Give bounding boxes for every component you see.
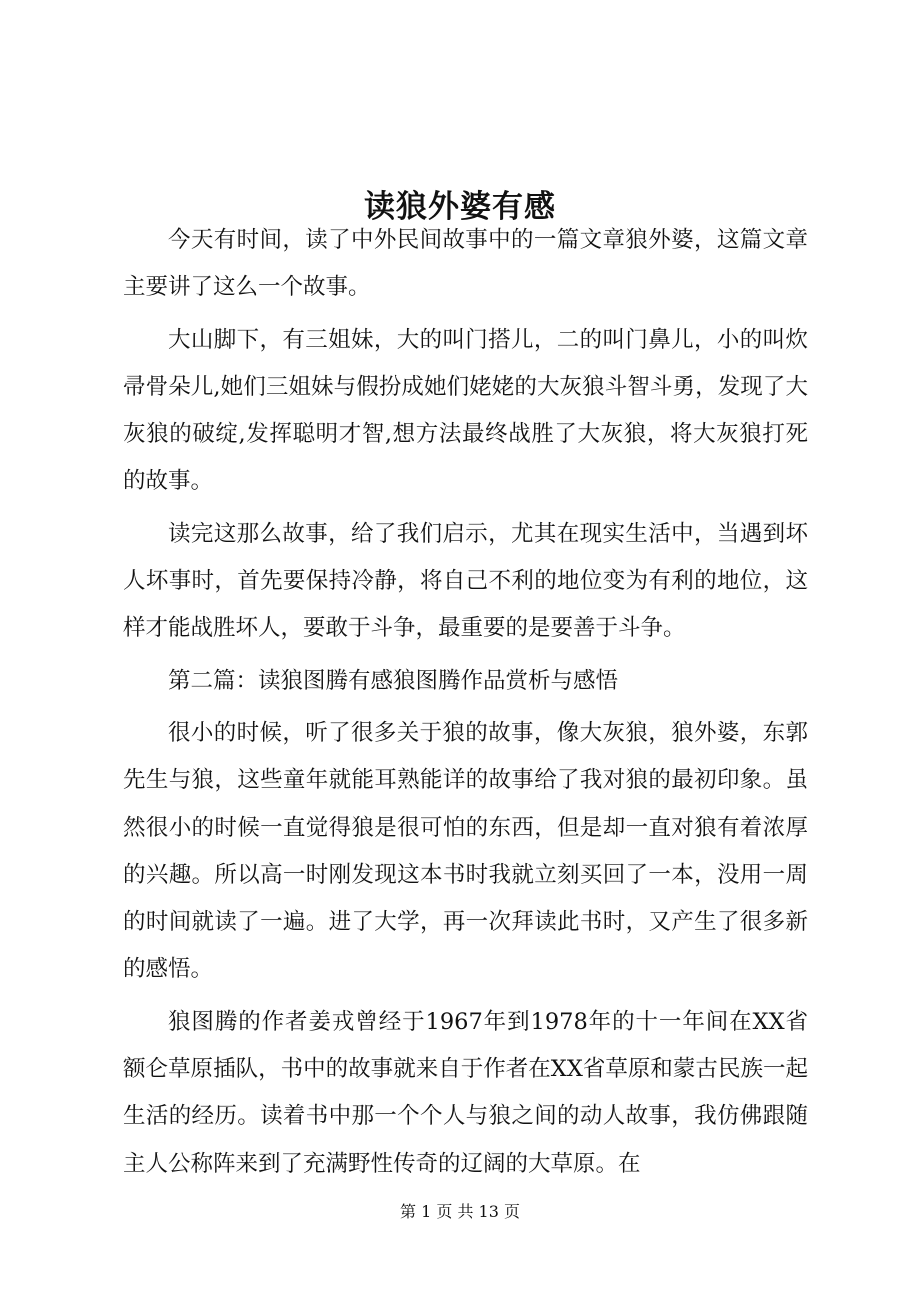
- paragraph-5: 狼图腾的作者姜戎曾经于1967年到1978年的十一年间在XX省额仑草原插队，书中的故事就来自于作者在XX省草原和蒙古民族一起生活的经历。读着书中那一个个人与狼之间的动人故事，我仿佛跟随主人公称阵来到了充满野性传奇的辽阔的大草原。在: [123, 1008, 808, 1177]
- document-body: [123, 217, 808, 1188]
- document-title: 读狼外婆有感: [364, 188, 556, 225]
- paragraph-1: 今天有时间，读了中外民间故事中的一篇文章狼外婆，这篇文章主要讲了这么一个故事。: [123, 227, 808, 301]
- paragraph-4: 很小的时候，听了很多关于狼的故事，像大灰狼，狼外婆，东郭先生与狼，这些童年就能耳熟能详的故事给了我对狼的最初印象。虽然很小的时候一直觉得狼是很可怕的东西，但是却一直对狼有着浓厚的兴趣。所以高一时刚发现这本书时我就立刻买回了一本，没用一周的时间就读了一遍。进了大学，再一次拜读此书时，又产生了很多新的感悟。: [123, 719, 808, 983]
- paragraph-2: 大山脚下，有三姐妹，大的叫门搭儿，二的叫门鼻儿，小的叫炊帚骨朵儿,她们三姐妹与假扮成她们姥姥的大灰狼斗智斗勇，发现了大灰狼的破绽,发挥聪明才智,想方法最终战胜了大灰狼，将大灰狼打死的故事。: [123, 326, 808, 495]
- paragraph-3: 读完这那么故事，给了我们启示，尤其在现实生活中，当遇到坏人坏事时，首先要保持冷静，将自己不利的地位变为有利的地位，这样才能战胜坏人，要敢于斗争，最重要的是要善于斗争。: [123, 520, 808, 642]
- page-indicator: 第 1 页 共 13 页: [400, 1202, 520, 1221]
- page-footer: [0, 1200, 920, 1224]
- section-heading: 第二篇：读狼图腾有感狼图腾作品赏析与感悟: [168, 667, 619, 694]
